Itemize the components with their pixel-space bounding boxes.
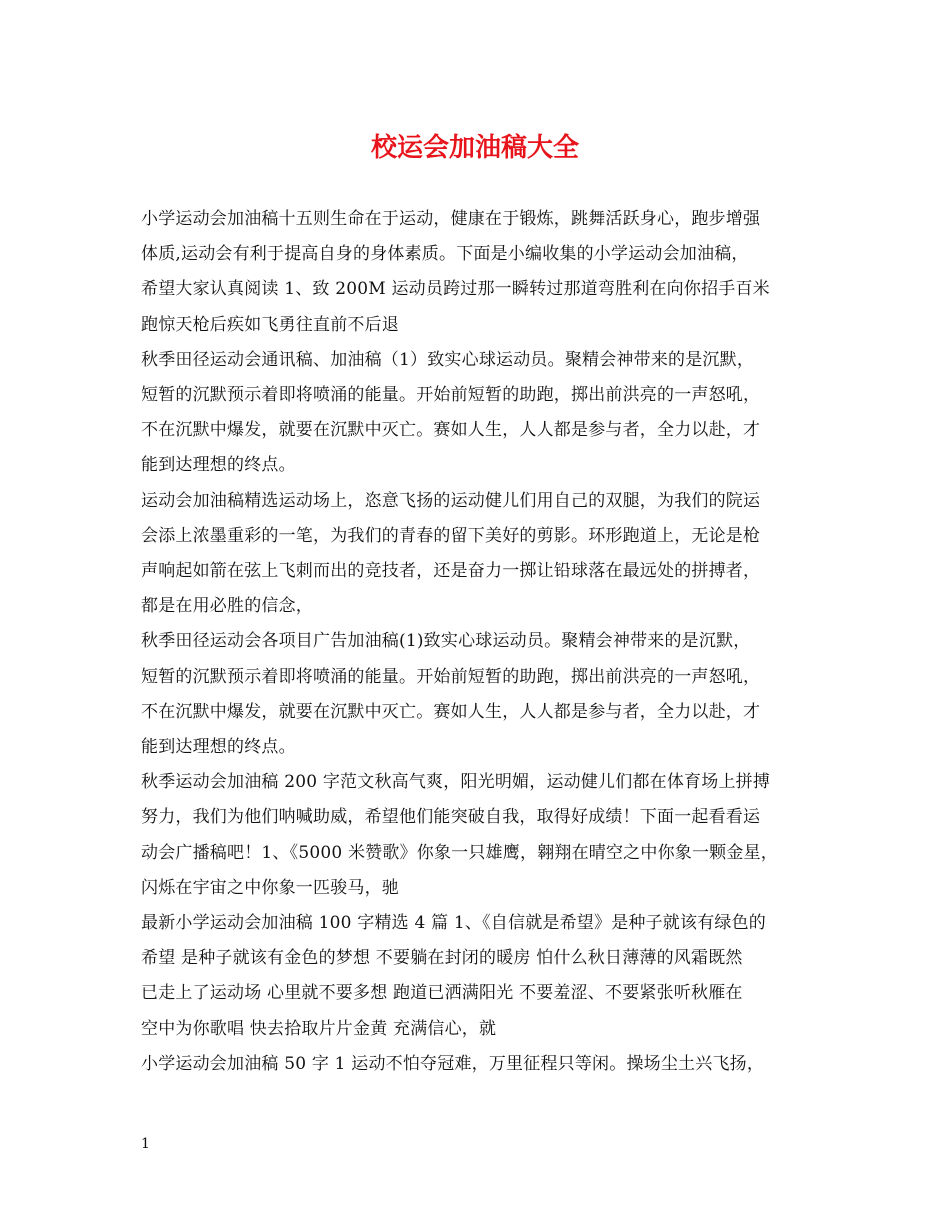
paragraph-1: 小学运动会加油稿十五则生命在于运动，健康在于锻炼，跳舞活跃身心，跑步增强 体质,运动会有利于提高自身的身体素质。下面是小编收集的小学运动会加油稿， 希望大家认真阅读 1、致 200M 运动员跨过那一瞬转过那道弯胜利在向你招手百米 跑惊天枪后疾如飞勇往直前不后退 [141,209,770,335]
paragraph-6: 最新小学运动会加油稿 100 字精选 4 篇 1、《自信就是希望》是种子就该有绿色的 希望 是种子就该有金色的梦想 不要躺在封闭的暖房 怕什么秋日薄薄的风霜既然 已走上了运动场 心里就不要多想 跑道已洒满阳光 不要羞涩、不要紧张听秋雁在 空中为你歌唱 快去拾取片片金黄 充满信心，就 [141,913,766,1039]
document-title: 校运会加油稿大全 [370,133,579,163]
paragraph-3: 运动会加油稿精选运动场上，恣意飞扬的运动健儿们用自己的双腿，为我们的院运 会添上浓墨重彩的一笔，为我们的青春的留下美好的剪影。环形跑道上，无论是枪 声响起如箭在弦上飞刺而出的竞技者，还是奋力一掷让铅球落在最远处的拼搏者， 都是在用必胜的信念， [141,490,761,617]
paragraph-2: 秋季田径运动会通讯稿、加油稿（1）致实心球运动员。聚精会神带来的是沉默， 短暂的沉默预示着即将喷涌的能量。开始前短暂的助跑，掷出前洪亮的一声怒吼， 不在沉默中爆发，就要在沉默中灭亡。赛如人生，人人都是参与者，全力以赴，才 能到达理想的终点。 [141,349,761,476]
paragraph-7: 小学运动会加油稿 50 字 1 运动不怕夺冠难，万里征程只等闲。操场尘土兴飞扬， [141,1053,765,1074]
document-body [141,202,831,1082]
page-number: 1 [141,1136,150,1152]
paragraph-4: 秋季田径运动会各项目广告加油稿(1)致实心球运动员。聚精会神带来的是沉默， 短暂的沉默预示着即将喷涌的能量。开始前短暂的助跑，掷出前洪亮的一声怒吼， 不在沉默中爆发，就要在沉默中灭亡。赛如人生，人人都是参与者，全力以赴，才 能到达理想的终点。 [141,631,761,758]
paragraph-5: 秋季运动会加油稿 200 字范文秋高气爽，阳光明媚，运动健儿们都在体育场上拼搏 努力，我们为他们呐喊助威，希望他们能突破自我，取得好成绩！下面一起看看运 动会广播稿吧！1、《5000 米赞歌》你象一只雄鹰，翱翔在晴空之中你象一颗金星， 闪烁在宇宙之中你象一匹骏马，驰 [141,772,778,898]
